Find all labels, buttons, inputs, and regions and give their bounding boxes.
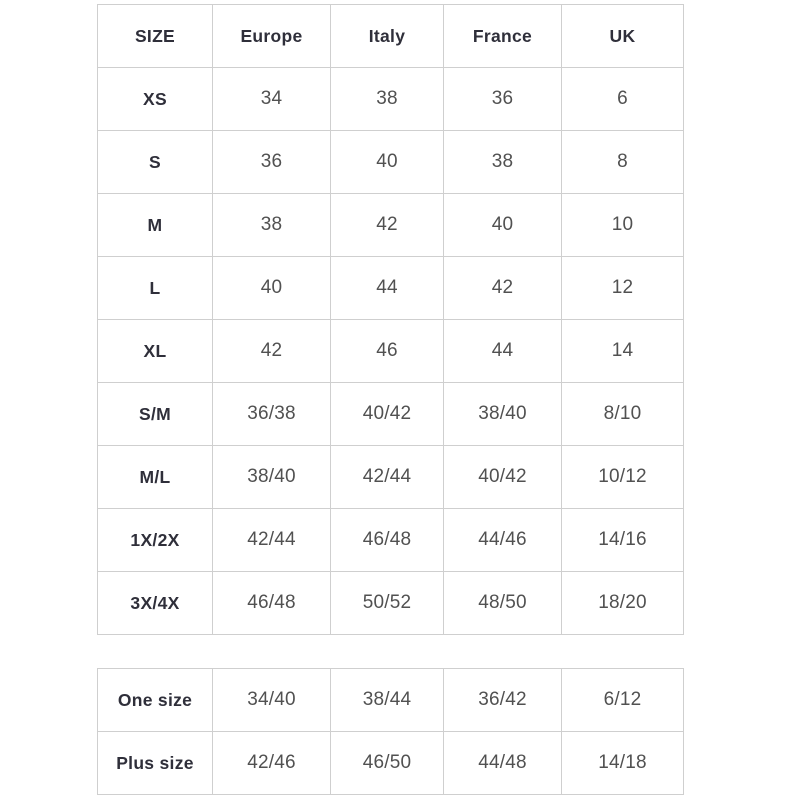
- table-row-l: [98, 257, 684, 320]
- table-row-xs: [98, 68, 684, 131]
- value-cell: 36/42: [444, 669, 562, 732]
- value-cell: 44/48: [444, 732, 562, 795]
- column-header-france: France: [444, 5, 562, 68]
- table-row-1x2x: [98, 509, 684, 572]
- value-cell: 10: [562, 194, 684, 257]
- value-cell: 42/44: [331, 446, 444, 509]
- value-cell: 38/40: [444, 383, 562, 446]
- size-label-cell: One size: [98, 669, 213, 732]
- value-cell: 48/50: [444, 572, 562, 635]
- size-conversion-chart: [97, 4, 683, 795]
- value-cell: 34/40: [213, 669, 331, 732]
- value-cell: 14/18: [562, 732, 684, 795]
- size-label-cell: Plus size: [98, 732, 213, 795]
- value-cell: 44: [444, 320, 562, 383]
- value-cell: 6/12: [562, 669, 684, 732]
- value-cell: 40: [331, 131, 444, 194]
- value-cell: 50/52: [331, 572, 444, 635]
- value-cell: 40: [444, 194, 562, 257]
- value-cell: 8/10: [562, 383, 684, 446]
- value-cell: 40/42: [331, 383, 444, 446]
- value-cell: 40/42: [444, 446, 562, 509]
- value-cell: 42: [331, 194, 444, 257]
- table-row-m: [98, 194, 684, 257]
- value-cell: 34: [213, 68, 331, 131]
- value-cell: 6: [562, 68, 684, 131]
- value-cell: 42/44: [213, 509, 331, 572]
- value-cell: 42: [444, 257, 562, 320]
- value-cell: 46: [331, 320, 444, 383]
- value-cell: 46/48: [213, 572, 331, 635]
- table-row-s: [98, 131, 684, 194]
- value-cell: 46/48: [331, 509, 444, 572]
- size-label-cell: XS: [98, 68, 213, 131]
- value-cell: 38: [444, 131, 562, 194]
- size-label-cell: 3X/4X: [98, 572, 213, 635]
- value-cell: 10/12: [562, 446, 684, 509]
- value-cell: 40: [213, 257, 331, 320]
- size-label-cell: L: [98, 257, 213, 320]
- table-row-one-size: [98, 669, 684, 732]
- column-header-europe: Europe: [213, 5, 331, 68]
- value-cell: 46/50: [331, 732, 444, 795]
- column-header-size: SIZE: [98, 5, 213, 68]
- table-row-3x4x: [98, 572, 684, 635]
- table-row-xl: [98, 320, 684, 383]
- size-label-cell: M: [98, 194, 213, 257]
- size-label-cell: 1X/2X: [98, 509, 213, 572]
- size-table-main: [97, 4, 684, 635]
- size-label-cell: M/L: [98, 446, 213, 509]
- value-cell: 42: [213, 320, 331, 383]
- value-cell: 44: [331, 257, 444, 320]
- size-label-cell: S: [98, 131, 213, 194]
- header-row: [98, 5, 684, 68]
- value-cell: 12: [562, 257, 684, 320]
- value-cell: 38/40: [213, 446, 331, 509]
- value-cell: 38: [331, 68, 444, 131]
- column-header-uk: UK: [562, 5, 684, 68]
- value-cell: 42/46: [213, 732, 331, 795]
- table-row-ml: [98, 446, 684, 509]
- table-row-sm: [98, 383, 684, 446]
- value-cell: 36: [444, 68, 562, 131]
- value-cell: 44/46: [444, 509, 562, 572]
- value-cell: 36: [213, 131, 331, 194]
- size-label-cell: XL: [98, 320, 213, 383]
- value-cell: 14/16: [562, 509, 684, 572]
- size-label-cell: S/M: [98, 383, 213, 446]
- value-cell: 8: [562, 131, 684, 194]
- size-table-special: [97, 668, 684, 795]
- column-header-italy: Italy: [331, 5, 444, 68]
- value-cell: 18/20: [562, 572, 684, 635]
- value-cell: 14: [562, 320, 684, 383]
- value-cell: 38: [213, 194, 331, 257]
- value-cell: 38/44: [331, 669, 444, 732]
- value-cell: 36/38: [213, 383, 331, 446]
- table-row-plus-size: [98, 732, 684, 795]
